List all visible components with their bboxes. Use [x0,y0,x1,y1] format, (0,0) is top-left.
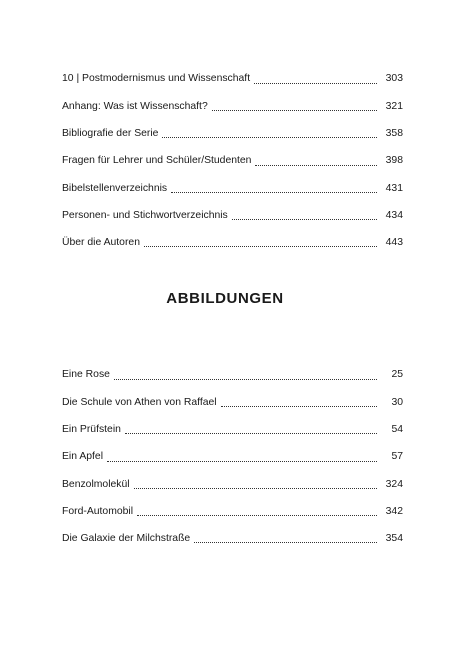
entry-page-number: 342 [385,505,403,517]
entry-title: Personen- und Stichwortverzeichnis [62,209,228,221]
entry-page-number: 321 [385,100,403,112]
dot-leader [212,109,377,111]
entry-title: Bibelstellenverzeichnis [62,182,168,194]
dot-leader [107,460,377,462]
figures-heading: ABBILDUNGEN [166,290,284,307]
entry-title: Fragen für Lehrer und Schüler/Studenten [62,155,252,167]
entry-title: Ein Prüfstein [62,424,121,436]
dot-leader [221,405,377,407]
dot-leader [255,164,377,166]
entry-title: Die Galaxie der Milchstraße [62,533,191,545]
figures-list [62,362,403,553]
dot-leader [134,487,377,489]
entry-page-number: 57 [391,451,403,463]
figure-entry [62,389,403,416]
entry-title: Ford-Automobil [62,505,134,517]
contents-list [62,66,403,257]
dot-leader [125,432,377,434]
entry-page-number: 30 [391,396,403,408]
toc-entry [62,230,403,257]
dot-leader [137,514,377,516]
figure-entry [62,444,403,471]
entry-title: Über die Autoren [62,237,140,249]
entry-page-number: 358 [385,128,403,140]
entry-page-number: 54 [391,424,403,436]
dot-leader [114,378,377,380]
dot-leader [254,82,377,84]
entry-page-number: 25 [391,369,403,381]
dot-leader [171,191,377,193]
entry-page-number: 354 [385,533,403,545]
dot-leader [162,136,377,138]
dot-leader [144,245,377,247]
entry-title: Die Schule von Athen von Raffael [62,396,217,408]
toc-entry [62,93,403,120]
figure-entry [62,498,403,525]
dot-leader [194,541,377,543]
toc-entry [62,148,403,175]
figure-entry [62,526,403,553]
entry-title: 10 | Postmodernismus und Wissenschaft [62,73,251,85]
toc-entry [62,66,403,93]
entry-title: Benzolmolekül [62,478,130,490]
entry-page-number: 434 [385,209,403,221]
figure-entry [62,362,403,389]
toc-entry [62,175,403,202]
toc-entry [62,202,403,229]
entry-page-number: 431 [385,182,403,194]
entry-page-number: 443 [385,237,403,249]
entry-title: Ein Apfel [62,451,104,463]
entry-title: Anhang: Was ist Wissenschaft? [62,100,208,112]
entry-title: Eine Rose [62,369,110,381]
dot-leader [232,218,377,220]
entry-page-number: 324 [385,478,403,490]
figure-entry [62,417,403,444]
entry-page-number: 303 [385,73,403,85]
entry-title: Bibliografie der Serie [62,128,159,140]
figure-entry [62,471,403,498]
toc-entry [62,121,403,148]
entry-page-number: 398 [385,155,403,167]
